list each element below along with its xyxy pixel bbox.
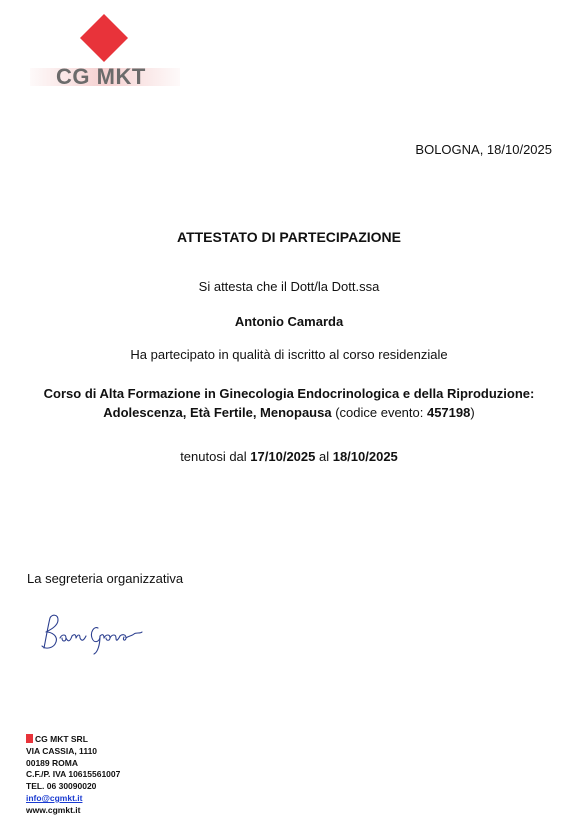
date-to: 18/10/2025 (332, 449, 398, 464)
date-from: 17/10/2025 (250, 449, 316, 464)
signoff-text: La segreteria organizzativa (27, 571, 184, 586)
event-code-value: 457198 (426, 405, 471, 420)
footer-website: www.cgmkt.it (26, 804, 81, 815)
handwritten-signature (36, 608, 156, 658)
place-date: BOLOGNA, 18/10/2025 (415, 142, 552, 157)
participant-name: Antonio Camarda (234, 314, 344, 329)
footer-vat: C.F./P. IVA 10615561007 (26, 769, 121, 780)
footer-phone: TEL. 06 30090020 (26, 781, 97, 792)
course-dates (0, 449, 578, 464)
footer-email-link[interactable]: info@cgmkt.it (26, 792, 83, 803)
document-title: ATTESTATO DI PARTECIPAZIONE (177, 229, 401, 245)
company-footer (26, 734, 120, 817)
mini-logo-icon (26, 734, 33, 743)
course-title-line1: Corso di Alta Formazione in Ginecologia Endocrinologica e della Riproduzione: (43, 386, 535, 401)
dates-prefix: tenutosi dal (180, 449, 251, 464)
company-logo (26, 12, 186, 92)
footer-address: VIA CASSIA, 1110 (26, 745, 98, 756)
event-code-label: (codice evento: (331, 405, 427, 420)
participation-text: Ha partecipato in qualità di iscritto al corso residenziale (130, 347, 448, 362)
course-title-line2: Adolescenza, Età Fertile, Menopausa (103, 405, 332, 420)
event-code-close: ) (470, 405, 475, 420)
logo-text: CG MKT (56, 64, 146, 89)
intro-text: Si attesta che il Dott/la Dott.ssa (198, 279, 380, 294)
footer-city: 00189 ROMA (26, 757, 78, 768)
dates-middle: al (315, 449, 333, 464)
course-block (0, 384, 578, 422)
footer-company: CG MKT SRL (35, 734, 88, 744)
